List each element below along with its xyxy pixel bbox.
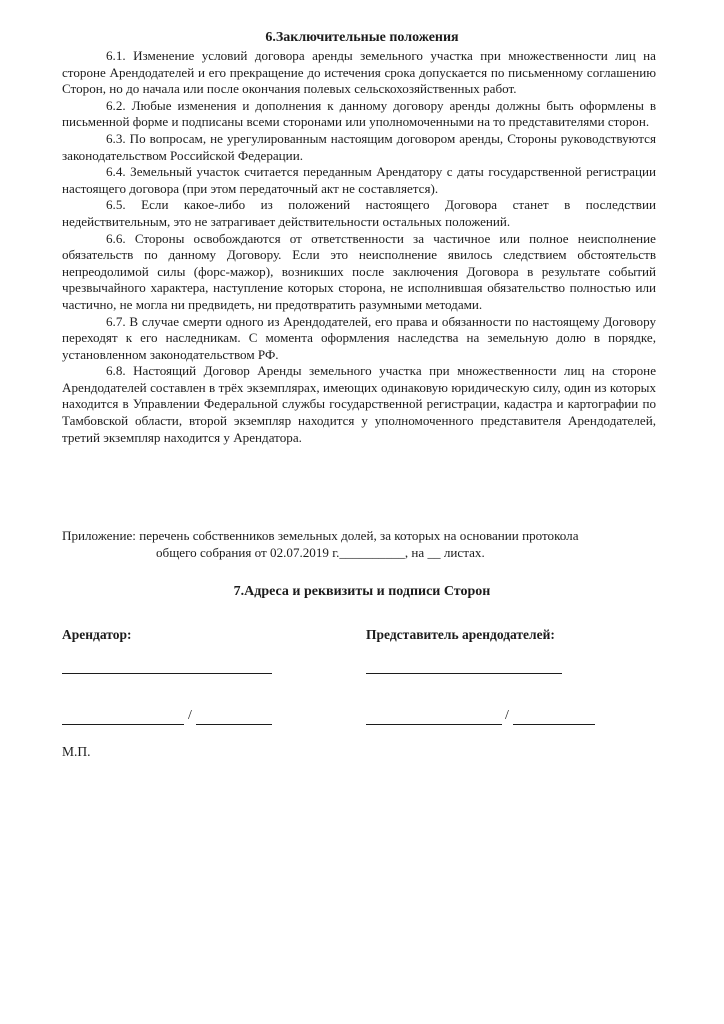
section-7-title: 7.Адреса и реквизиты и подписи Сторон: [233, 584, 491, 599]
tenant-signature-line: [62, 724, 184, 725]
appendix-note: [62, 527, 662, 561]
landlord-name-line: [366, 673, 562, 674]
section-6-body: [62, 48, 656, 446]
clause-6-2: 6.2. Любые изменения и дополнения к данному договору аренды должны быть оформлены в письменной форме и подписаны всеми сторонами или уполномоченными на то представителями сторон.: [62, 97, 656, 130]
appendix-line-1: Приложение: перечень собственников земельных долей, за которых на основании протокола: [62, 528, 579, 543]
tenant-name-line: [62, 673, 272, 674]
landlord-signature-slash: /: [505, 708, 509, 723]
clause-6-3: 6.3. По вопросам, не урегулированным настоящим договором аренды, Стороны руководствуются законодательством Российской Федерации.: [62, 130, 656, 163]
section-6-title: 6.Заключительные положения: [265, 30, 459, 45]
landlord-signature-line: [366, 724, 502, 725]
tenant-initials-line: [196, 724, 272, 725]
appendix-line-2: общего собрания от 02.07.2019 г.__________, на __ листах.: [156, 545, 485, 560]
landlord-initials-line: [513, 724, 595, 725]
tenant-signature-slash: /: [188, 708, 192, 723]
clause-6-6: 6.6. Стороны освобождаются от ответственности за частичное или полное неисполнение обязательств по данному Договору. Если это неисполнение явилось следствием обстоятельств непреодолимой силы (форс-мажор), возникших после заключения Договора в результате событий чрезвычайного характера, наступление которых сторона, не исполнившая обязательство полностью или частично, не могла ни предвидеть, ни предотвратить разумными методами.: [62, 230, 656, 312]
clause-6-8: 6.8. Настоящий Договор Аренды земельного участка при множественности лиц на стороне Арендодателей составлен в трёх экземплярах, имеющих одинаковую юридическую силу, один из которых находится в Управлении Федеральной службы государственной регистрации, кадастра и картографии по Тамбовской области, второй экземпляр находится у уполномоченного представителя Арендодателей, третий экземпляр находится у Арендатора.: [62, 363, 656, 445]
clause-6-4: 6.4. Земельный участок считается переданным Арендатору с даты государственной регистрации настоящего договора (при этом передаточный акт не составляется).: [62, 164, 656, 196]
clause-6-5: 6.5. Если какое-либо из положений настоящего Договора станет в последствии недействительным, это не затрагивает действительности остальных положений.: [62, 197, 656, 229]
tenant-label: Арендатор:: [62, 627, 132, 642]
clause-6-7: 6.7. В случае смерти одного из Арендодателей, его права и обязанности по настоящему Договору переходят к его наследникам. С момента оформления наследства на земельную долю в порядке, установленном законодательством РФ.: [62, 313, 656, 362]
seal-label: М.П.: [62, 744, 91, 759]
landlord-rep-label: Представитель арендодателей:: [366, 627, 555, 642]
clause-6-1: 6.1. Изменение условий договора аренды земельного участка при множественности лиц на стороне Арендодателей и его прекращение до истечения срока допускается по письменному соглашению Сторон, но до начала или после окончания полевых сельскохозяйственных работ.: [62, 48, 656, 97]
